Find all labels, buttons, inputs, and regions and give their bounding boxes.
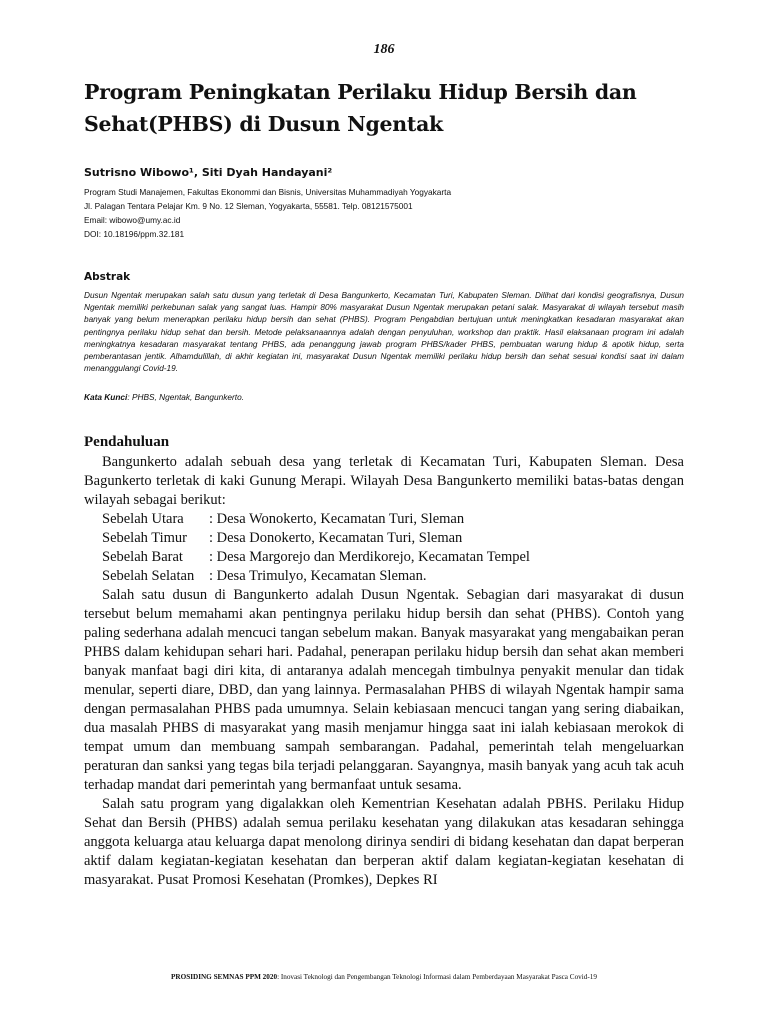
border-list [84,510,684,586]
affiliation-institution: Program Studi Manajemen, Fakultas Ekonommi dan Bisnis, Universitas Muhammadiyah Yogyakarta [84,187,452,197]
abstract-text: Dusun Ngentak merupakan salah satu dusun yang terletak di Desa Bangunkerto, Kecamatan Turi, Kabupaten Sleman. Dilihat dari kondisi geografisnya, Dusun Ngentak memiliki perkebunan salak yang sangat luas. Hampir 80% masyarakat Dusun Ngentak merupakan petani salak. Masyarakat di wilayah tersebut masih banyak yang belum menerapkan perilaku hidup bersih dan sehat (PHBS). Program Pengabdian bertujuan untuk meningkatkan kesadaran masyarakat akan pentingnya perilaku hidup sehat dan bersih. Metode pelaksanaannya adalah dengan penyuluhan, workshop dan praktik. Hasil elaksanaan program ini adalah meningkatnya kesadaran masyarakat tentang PHBS, ada penanggung jawab program PHBS/kader PHBS, pembuatan warung hidup & apotik hidup, serta pemberantasan jentik. Alhamdulillah, di akhir kegiatan ini, masyarakat Dusun Ngentak memiliki perilaku hidup bersih dan sehat sesuai kondisi saat ini dalam menanggulangi Covid-19. [84,291,684,374]
border-item [84,548,684,567]
footer-theme: : Inovasi Teknologi dan Pengembangan Teknologi Informasi dalam Pemberdayaan Masyarakat Pasca Covid-19 [277,973,597,981]
keywords-label: Kata Kunci [84,392,128,402]
footer-proceedings: PROSIDING SEMNAS PPM 2020 [171,973,278,981]
keywords-line [84,392,244,402]
border-item [84,567,684,586]
border-value: : Desa Margorejo dan Merdikorejo, Kecamatan Tempel [209,549,530,565]
paper-title: Program Peningkatan Perilaku Hidup Bersih dan Sehat(PHBS) di Dusun Ngentak [84,80,637,136]
border-direction: Sebelah Selatan [102,568,195,584]
border-direction: Sebelah Utara [102,511,184,527]
intro-paragraph: Bangunkerto adalah sebuah desa yang terletak di Kecamatan Turi, Kabupaten Sleman. Desa Bagunkerto terletak di kaki Gunung Merapi. Wilayah Desa Bangunkerto memiliki batas-batas dengan wilayah sebagai berikut: [84,454,684,508]
author-list: Sutrisno Wibowo¹, Siti Dyah Handayani² [84,166,333,179]
border-value: : Desa Donokerto, Kecamatan Turi, Sleman [209,530,463,546]
affiliation-address: Jl. Palagan Tentara Pelajar Km. 9 No. 12 Sleman, Yogyakarta, 55581. Telp. 08121575001 [84,201,413,211]
body-paragraph: Salah satu dusun di Bangunkerto adalah Dusun Ngentak. Sebagian dari masyarakat di dusun tersebut belum memahami akan pentingnya perilaku hidup bersih dan sehat (PHBS). Contoh yang paling sederhana adalah mencuci tangan sebelum makan. Banyak masyarakat yang mengabaikan peran PHBS dalam kehidupan sehari hari. Padahal, penerapan perilaku hidup bersih dan sehat akan memberi banyak manfaat bagi diri kita, di antaranya adalah mencegah timbulnya penyakit menular dan tidak menular, seperti diare, DBD, dan yang lainnya. Permasalahan PHBS di wilayah Ngentak hampir sama dengan permasalahan PHBS pada umumnya. Selain kebiasaan mencuci tangan yang sering diabaikan, dua masalah PHBS di masyarakat yang masih menjamur hingga saat ini ialah kebiasaan merokok di tempat umum dan membuang sampah sembarangan. Padahal, pemerintah telah mengeluarkan peraturan dan sanksi yang tegas bila terjadi pelanggaran. Sayangnya, masih banyak yang acuh tak acuh terhadap mandat dari pemerintah yang bermanfaat untuk sesama. [84,587,684,793]
border-item [84,510,684,529]
page-footer [0,973,768,981]
border-direction: Sebelah Timur [102,530,187,546]
abstract-heading: Abstrak [84,271,131,283]
keywords-value: : PHBS, Ngentak, Bangunkerto. [127,392,245,402]
border-item [84,529,684,548]
border-value: : Desa Trimulyo, Kecamatan Sleman. [209,568,427,584]
body-paragraph: Salah satu program yang digalakkan oleh Kementrian Kesehatan adalah PBHS. Perilaku Hidup Sehat dan Bersih (PHBS) adalah semua perilaku kesehatan yang dilakukan atas kesadaran sehingga anggota keluarga atau keluarga dapat menolong dirinya sendiri di bidang kesehatan dan dapat berperan aktif dalam kegiatan-kegiatan kesehatan dan berperan aktif dalam kegiatan-kegiatan kesehatan di masyarakat. Pusat Promosi Kesehatan (Promkes), Depkes RI [84,796,684,888]
affiliation-email: Email: wibowo@umy.ac.id [84,215,181,225]
section-heading: Pendahuluan [84,434,170,450]
page-number: 186 [373,42,395,57]
section-body [84,453,684,890]
border-value: : Desa Wonokerto, Kecamatan Turi, Sleman [209,511,465,527]
border-direction: Sebelah Barat [102,549,183,565]
affiliation-block [84,185,704,241]
affiliation-doi: DOI: 10.18196/ppm.32.181 [84,229,185,239]
